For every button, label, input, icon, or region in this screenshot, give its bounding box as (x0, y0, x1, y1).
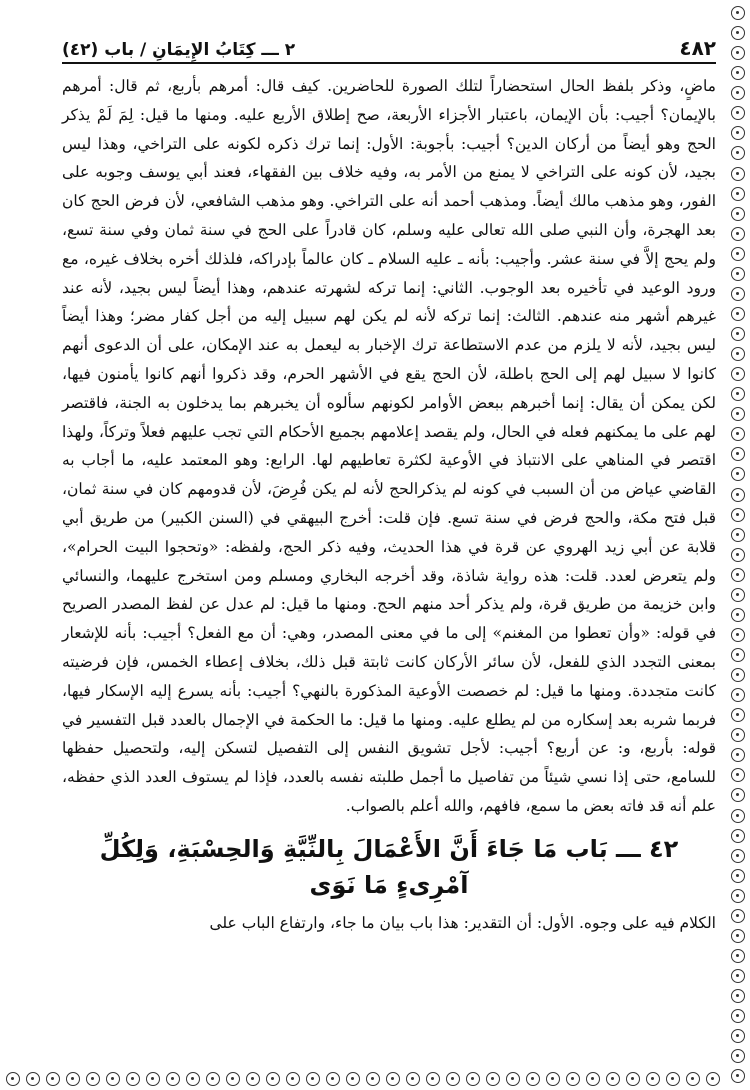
border-ornament (731, 187, 745, 201)
border-ornament (731, 26, 745, 40)
border-ornament (226, 1072, 240, 1086)
border-ornament (731, 387, 745, 401)
border-ornament (646, 1072, 660, 1086)
border-ornament (731, 167, 745, 181)
chapter-title: ٤٢ ـــ بَاب مَا جَاءَ أَنَّ الأَعْمَالَ بِالنِّيَّةِ وَالحِسْبَةِ، وَلِكُلِّ آمْرِىءٍ مَا نَوَى (99, 834, 679, 899)
border-ornament (731, 949, 745, 963)
border-ornament (731, 106, 745, 120)
border-ornament (731, 86, 745, 100)
border-ornament (731, 508, 745, 522)
book-page (62, 30, 716, 1055)
border-ornament (731, 608, 745, 622)
border-ornament (731, 227, 745, 241)
border-ornament (666, 1072, 680, 1086)
border-ornament (426, 1072, 440, 1086)
border-ornament (386, 1072, 400, 1086)
page-header (62, 30, 716, 64)
border-ornament (731, 748, 745, 762)
border-ornament (446, 1072, 460, 1086)
border-ornament (66, 1072, 80, 1086)
border-ornament (731, 869, 745, 883)
border-ornament (731, 548, 745, 562)
border-ornament (731, 367, 745, 381)
chapter-intro: الكلام فيه على وجوه. الأول: أن التقدير: هذا باب بيان ما جاء، وارتفاع الباب على (209, 913, 716, 932)
border-ornament (346, 1072, 360, 1086)
border-ornament (506, 1072, 520, 1086)
border-ornament (731, 568, 745, 582)
border-ornament (326, 1072, 340, 1086)
border-ornament (731, 327, 745, 341)
border-ornament (731, 467, 745, 481)
border-ornament (731, 528, 745, 542)
border-ornament (626, 1072, 640, 1086)
border-ornament (686, 1072, 700, 1086)
border-ornament (731, 708, 745, 722)
border-ornament (731, 126, 745, 140)
border-ornament (26, 1072, 40, 1086)
border-ornament (546, 1072, 560, 1086)
border-ornament (731, 849, 745, 863)
border-ornament (731, 46, 745, 60)
border-ornament (731, 447, 745, 461)
commentary-paragraph: ماضٍ، وذكر بلفظ الحال استحضاراً لتلك الصورة للحاضرين. كيف قال: أمرهم بأربع، ثم قال: أمرهم بالإيمان؟ أجيب: بأن الإيمان، باعتبار الأجزاء الأربعة، صح إطلاق الأربع عليه. ومنها ما قيل: لِمَ لَمْ يذكر الحج وهو أيضاً من أركان الدين؟ أجيب: بأجوبة: الأول: إنما ترك ذكره لكونه على التراخي، وهذا ليس بجيد، لأن كونه على التراخي لا يمنع من الأمر به، وفيه خلاف بين الفقهاء، فعند أبي يوسف وجوبه على الفور، وهو مذهب مالك أيضاً. ومذهب أحمد أنه على التراخي. وهو مذهب الشافعي، لأن فرض الحج كان بعد الهجرة، وأن النبي صلى الله تعالى عليه وسلم، كان قادراً على الحج في سنة ثمان وفي سنة تسع، ولم يحج إلاَّ في سنة عشر. وأجيب: بأنه ـ عليه السلام ـ كان عالماً بإدراكه، فلذلك أخره بخلاف غيره، مع ورود الوعيد في تأخيره بعد الوجوب. الثاني: إنما تركه لشهرته عندهم، وهذا أيضاً ليس بجيد، لأنه عند غيرهم أشهر منه عندهم. الثالث: إنما تركه لأنه لم يكن لهم سبيل إليه من أجل كفار مضر؛ وهذا أيضاً ليس بجيد، لأنه لا يلزم من عدم الاستطاعة ترك الإخبار به ليعمل به عند الإمكان، على أن الدعوى أنهم كانوا لا سبيل لهم إلى الحج باطلة، لأن الحج يقع في الأشهر الحرم، وقد ذكروا أنهم كانوا يأمنون فيها، لكن يمكن أن يقال: إنما أخبرهم ببعض الأوامر لكونهم سألوه أن يخبرهم بما يدخلون به الجنة، فاقتصر لهم على ما يمكنهم فعله في الحال، ولم يقصد إعلامهم بجميع الأحكام التي تجب عليهم فعلاً وتركاً، ولهذا اقتصر في المناهي على الانتباذ في الأوعية لكثرة تعاطيهم لها. الرابع: وهو المعتمد عليه، ما أجاب به القاضي عياض من أن السبب في كونه لم يذكرالحج لأنه لم يكن فُرِضَ، لأن قدومهم كان في سنة ثمان، قبل فتح مكة، والحج فرض في سنة تسع. فإن قلت: أخرج البيهقي في (السنن الكبير) من طريق أبي قلابة عن أبي زيد الهروي عن قرة في هذا الحديث، وفيه ذكر الحج، ولفظه: «وتحجوا البيت الحرام»، ولم يتعرض لعدد. قلت: هذه رواية شاذة، وقد أخرجه البخاري ومسلم ومن استخرج عليهما، والنسائي وابن خزيمة من طريق قرة، ولم يذكر أحد منهم الحج. ومنها ما قيل: لم عدل عن لفظ المصدر الصريح في قوله: «وأن تعطوا من المغنم» إلى ما في معنى المصدر، وهي: أن مع الفعل؟ أجيب: بأنه للإشعار بمعنى التجدد الذي للفعل، لأن سائر الأركان كانت ثابتة قبل ذلك، بخلاف إعطاء الخمس، فإن فرضيته كانت متجددة. ومنها ما قيل: لم خصصت الأوعية المذكورة بالنهي؟ أجيب: بأنه يسرع إليه الإسكار فيها، فربما شربه بعد إسكاره من لم يطلع عليه. ومنها ما قيل: ما الحكمة في الإجمال بالعدد قبل التفسير في قوله: بأربع، و: عن أربع؟ أجيب: لأجل تشويق النفس إلى التفصيل لتسكن إليه، ولتحصيل حفظها للسامع، حتى إذا نسي شيئاً من تفاصيل ما أجمل طلبته نفسه بالعدد، فإذا لم يستوف العدد الذي حفظه، علم أنه قد فاته بعض ما سمع، فافهم، والله أعلم بالصواب. (62, 77, 716, 815)
border-ornament (206, 1072, 220, 1086)
border-ornament (731, 909, 745, 923)
border-ornament (266, 1072, 280, 1086)
border-ornament (731, 207, 745, 221)
border-ornament (606, 1072, 620, 1086)
border-ornament (731, 6, 745, 20)
border-ornament (731, 287, 745, 301)
border-ornament (731, 407, 745, 421)
ornamental-border-right (726, 0, 750, 1090)
border-ornament (706, 1072, 720, 1086)
border-ornament (586, 1072, 600, 1086)
border-ornament (731, 829, 745, 843)
border-ornament (731, 427, 745, 441)
border-ornament (731, 648, 745, 662)
border-ornament (731, 146, 745, 160)
border-ornament (106, 1072, 120, 1086)
border-ornament (731, 889, 745, 903)
border-ornament (731, 969, 745, 983)
border-ornament (366, 1072, 380, 1086)
border-ornament (126, 1072, 140, 1086)
border-ornament (306, 1072, 320, 1086)
ornamental-border-bottom (0, 1068, 726, 1090)
border-ornament (731, 1049, 745, 1063)
border-ornament (566, 1072, 580, 1086)
border-ornament (86, 1072, 100, 1086)
border-ornament (731, 929, 745, 943)
border-ornament (731, 768, 745, 782)
border-ornament (731, 1069, 745, 1083)
border-ornament (246, 1072, 260, 1086)
border-ornament (731, 588, 745, 602)
border-ornament (731, 728, 745, 742)
border-ornament (731, 668, 745, 682)
border-ornament (166, 1072, 180, 1086)
border-ornament (466, 1072, 480, 1086)
border-ornament (186, 1072, 200, 1086)
running-title: ٢ ـــ كِتَابُ الإِيمَانِ / باب (٤٢) (62, 40, 296, 60)
border-ornament (526, 1072, 540, 1086)
border-ornament (731, 688, 745, 702)
border-ornament (731, 1029, 745, 1043)
border-ornament (406, 1072, 420, 1086)
border-ornament (46, 1072, 60, 1086)
border-ornament (731, 488, 745, 502)
border-ornament (731, 267, 745, 281)
border-ornament (146, 1072, 160, 1086)
border-ornament (286, 1072, 300, 1086)
border-ornament (731, 247, 745, 261)
border-ornament (6, 1072, 20, 1086)
border-ornament (731, 1009, 745, 1023)
border-ornament (731, 628, 745, 642)
border-ornament (486, 1072, 500, 1086)
border-ornament (731, 66, 745, 80)
page-number: ٤٨٢ (679, 36, 716, 60)
border-ornament (731, 788, 745, 802)
border-ornament (731, 809, 745, 823)
commentary-text (62, 72, 716, 821)
border-ornament (731, 307, 745, 321)
border-ornament (731, 989, 745, 1003)
border-ornament (731, 347, 745, 361)
